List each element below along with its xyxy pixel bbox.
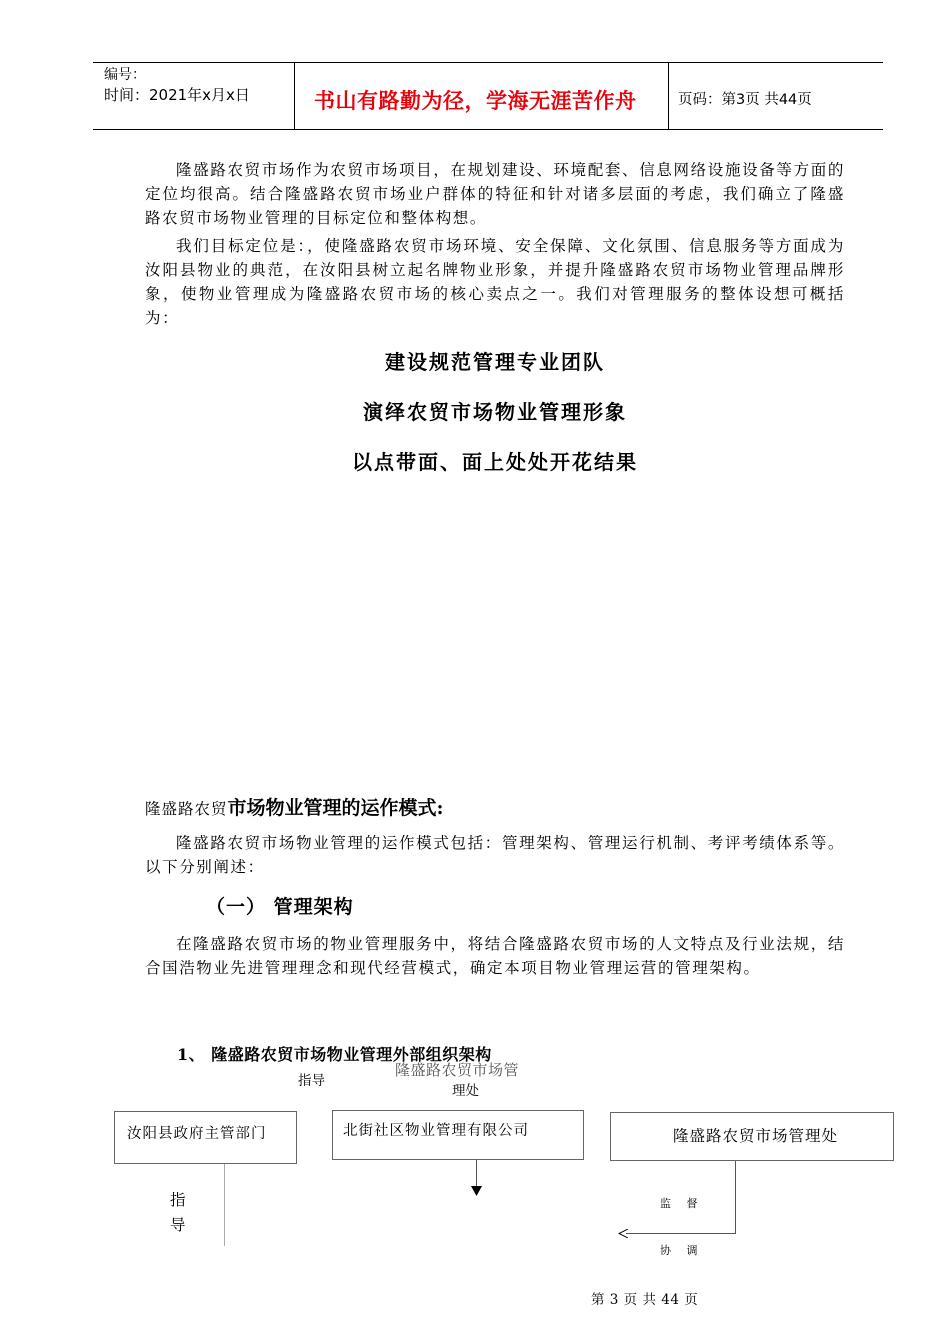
slogan-3: 以点带面、面上处处开花结果 (352, 450, 638, 474)
box-government-department (114, 1111, 297, 1164)
section-title-bold: 市场物业管理的运作模式 (227, 797, 437, 819)
intro-paragraph-1 (145, 158, 845, 230)
section-title (145, 793, 444, 820)
section-title-colon: : (436, 797, 444, 819)
header-divider-1 (294, 62, 295, 130)
section-intro (145, 831, 845, 879)
header-bottom-rule (93, 129, 883, 130)
box-market-label: 隆盛路农贸市场管理处 (673, 1127, 839, 1145)
header-page-number: 页码：第3页 共44页 (678, 92, 812, 108)
item-title: 1、 隆盛路农贸市场物业管理外部组织架构 (177, 1045, 492, 1064)
label-guide-top: 指导 (298, 1073, 325, 1089)
label-guide-left-1: 指 (170, 1191, 186, 1209)
box-property-company (332, 1110, 584, 1160)
header-motto: 书山有路勤为径，学海无涯苦作舟 (314, 89, 637, 113)
overlay-label-line-2: 理处 (452, 1083, 479, 1099)
header-divider-2 (668, 62, 669, 130)
subsection-title: （一） 管理架构 (206, 896, 354, 918)
header-serial: 编号： (104, 67, 146, 83)
box-company-label: 北街社区物业管理有限公司 (343, 1123, 529, 1139)
connector-government-down (224, 1164, 225, 1246)
overlay-label-line-1: 隆盛路农贸市场管 (395, 1061, 520, 1079)
label-supervise: 监 督 (660, 1197, 704, 1210)
connector-company-down (476, 1160, 477, 1188)
intro-paragraph-2-text: 我们目标定位是：，使隆盛路农贸市场环境、安全保障、文化氛围、信息服务等方面成为汝阳县物业的典范，在汝阳县树立起名牌物业形象，并提升隆盛路农贸市场物业管理品牌形象，使物业管理成为隆盛路农贸市场的核心卖点之一。我们对管理服务的整体设想可概括为： (145, 237, 845, 327)
intro-paragraph-2 (145, 234, 845, 330)
slogan-1: 建设规范管理专业团队 (385, 350, 605, 374)
label-guide-left-2: 导 (170, 1216, 186, 1234)
connector-market-down (735, 1161, 736, 1234)
subsection-paragraph (145, 932, 845, 980)
slogan-2: 演绎农贸市场物业管理形象 (363, 400, 627, 424)
arrow-down-icon (471, 1186, 482, 1196)
section-title-prefix: 隆盛路农贸 (145, 800, 228, 818)
header-top-rule (93, 62, 883, 63)
intro-paragraph-1-text: 隆盛路农贸市场作为农贸市场项目，在规划建设、环境配套、信息网络设施设备等方面的定位均很高。结合隆盛路农贸市场业户群体的特征和针对诸多层面的考虑，我们确立了隆盛路农贸市场物业管理的目标定位和整体构想。 (145, 161, 845, 227)
arrow-left-icon (618, 1229, 628, 1238)
subsection-paragraph-text: 在隆盛路农贸市场的物业管理服务中，将结合隆盛路农贸市场的人文特点及行业法规，结合国浩物业先进管理理念和现代经营模式，确定本项目物业管理运营的管理架构。 (145, 935, 845, 977)
connector-market-left (626, 1233, 736, 1234)
box-market-management-office (610, 1112, 894, 1161)
label-coordinate: 协 调 (660, 1244, 704, 1257)
header-date: 时间：2021年x月x日 (104, 86, 250, 104)
box-government-label: 汝阳县政府主管部门 (127, 1126, 267, 1142)
section-intro-text: 隆盛路农贸市场物业管理的运作模式包括：管理架构、管理运行机制、考评考绩体系等。以下分别阐述： (145, 834, 845, 876)
footer-page-number: 第 3 页 共 44 页 (591, 1292, 699, 1308)
